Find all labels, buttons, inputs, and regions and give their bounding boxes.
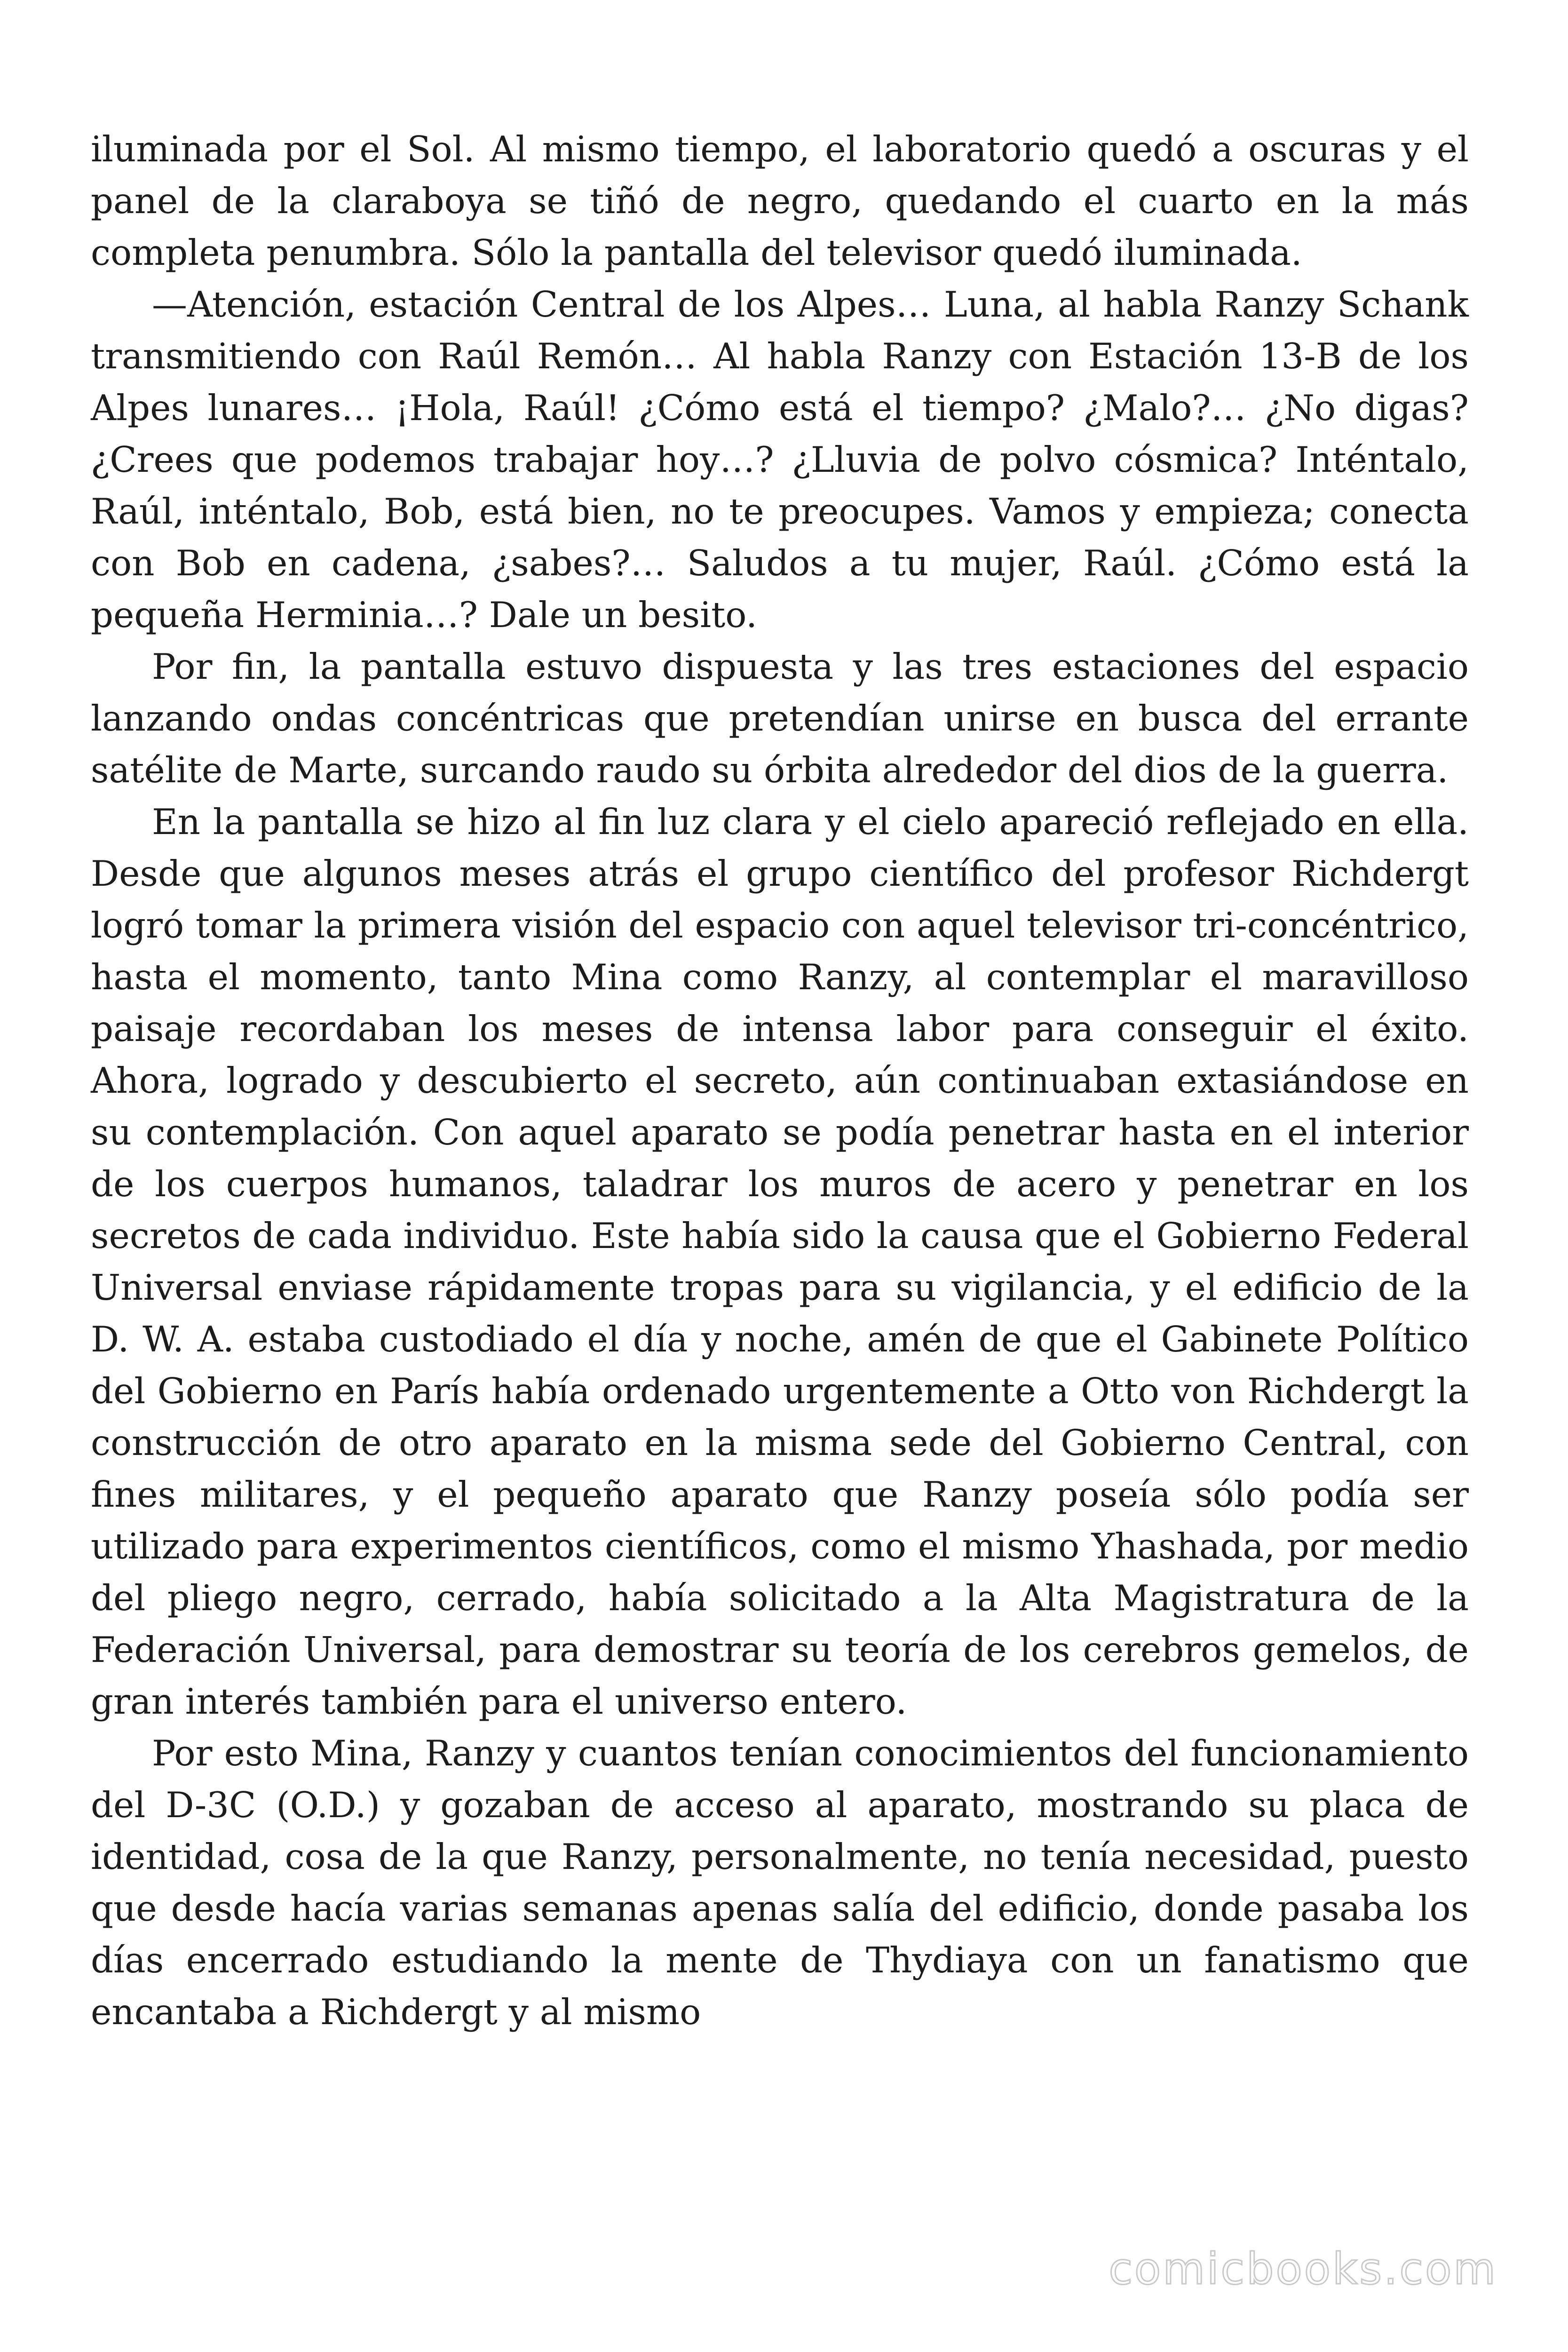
watermark: comicbooks.com <box>1109 2244 1497 2294</box>
paragraph-3: Por fin, la pantalla estuvo dispuesta y las tres estaciones del espacio lanzando ondas concéntricas que pretendían unirse en busca del errante satélite de Marte, surcando raudo su órbita alrededor del dios de la guerra. <box>91 646 1469 791</box>
paragraph-4: En la pantalla se hizo al fin luz clara y el cielo apareció reflejado en ella. Desde que algunos meses atrás el grupo científico del profesor Richdergt logró tomar la primera visión del espacio con aquel televisor tri-concéntrico, hasta el momento, tanto Mina como Ranzy, al contemplar el maravilloso paisaje recordaban los meses de intensa labor para conseguir el éxito. Ahora, logrado y descubierto el secreto, aún continuaban extasiándose en su contemplación. Con aquel aparato se podía penetrar hasta en el interior de los cuerpos humanos, taladrar los muros de acero y penetrar en los secretos de cada individuo. Este había sido la causa que el Gobierno Federal Universal enviase rápidamente tropas para su vigilancia, y el edificio de la D. W. A. estaba custodiado el día y noche, amén de que el Gabinete Político del Gobierno en París había ordenado urgentemente a Otto von Richdergt la construcción de otro aparato en la misma sede del Gobierno Central, con fines militares, y el pequeño aparato que Ranzy poseía sólo podía ser utilizado para experimentos científicos, como el mismo Yhashada, por medio del pliego negro, cerrado, había solicitado a la Alta Magistratura de la Federación Universal, para demostrar su teoría de los cerebros gemelos, de gran interés también para el universo entero. <box>91 801 1469 1722</box>
paragraph-1: iluminada por el Sol. Al mismo tiempo, el laboratorio quedó a oscuras y el panel de la claraboya se tiñó de negro, quedando el cuarto en la más completa penumbra. Sólo la pantalla del televisor quedó iluminada. <box>91 128 1469 273</box>
paragraph-2: —Atención, estación Central de los Alpes… Luna, al habla Ranzy Schank transmitiendo con Raúl Remón… Al habla Ranzy con Estación 13-B de los Alpes lunares… ¡Hola, Raúl! ¿Cómo está el tiempo? ¿Malo?… ¿No digas? ¿Crees que podemos trabajar hoy…? ¿Lluvia de polvo cósmica? Inténtalo, Raúl, inténtalo, Bob, está bien, no te preocupes. Vamos y empieza; conecta con Bob en cadena, ¿sabes?… Saludos a tu mujer, Raúl. ¿Cómo está la pequeña Herminia…? Dale un besito. <box>91 284 1469 636</box>
page-body <box>91 123 1469 2038</box>
paragraph-5: Por esto Mina, Ranzy y cuantos tenían conocimientos del funcionamiento del D-3C (O.D.) y gozaban de acceso al aparato, mostrando su placa de identidad, cosa de la que Ranzy, personalmente, no tenía necesidad, puesto que desde hacía varias semanas apenas salía del edificio, donde pasaba los días encerrado estudiando la mente de Thydiaya con un fanatismo que encantaba a Richdergt y al mismo <box>91 1732 1469 2033</box>
